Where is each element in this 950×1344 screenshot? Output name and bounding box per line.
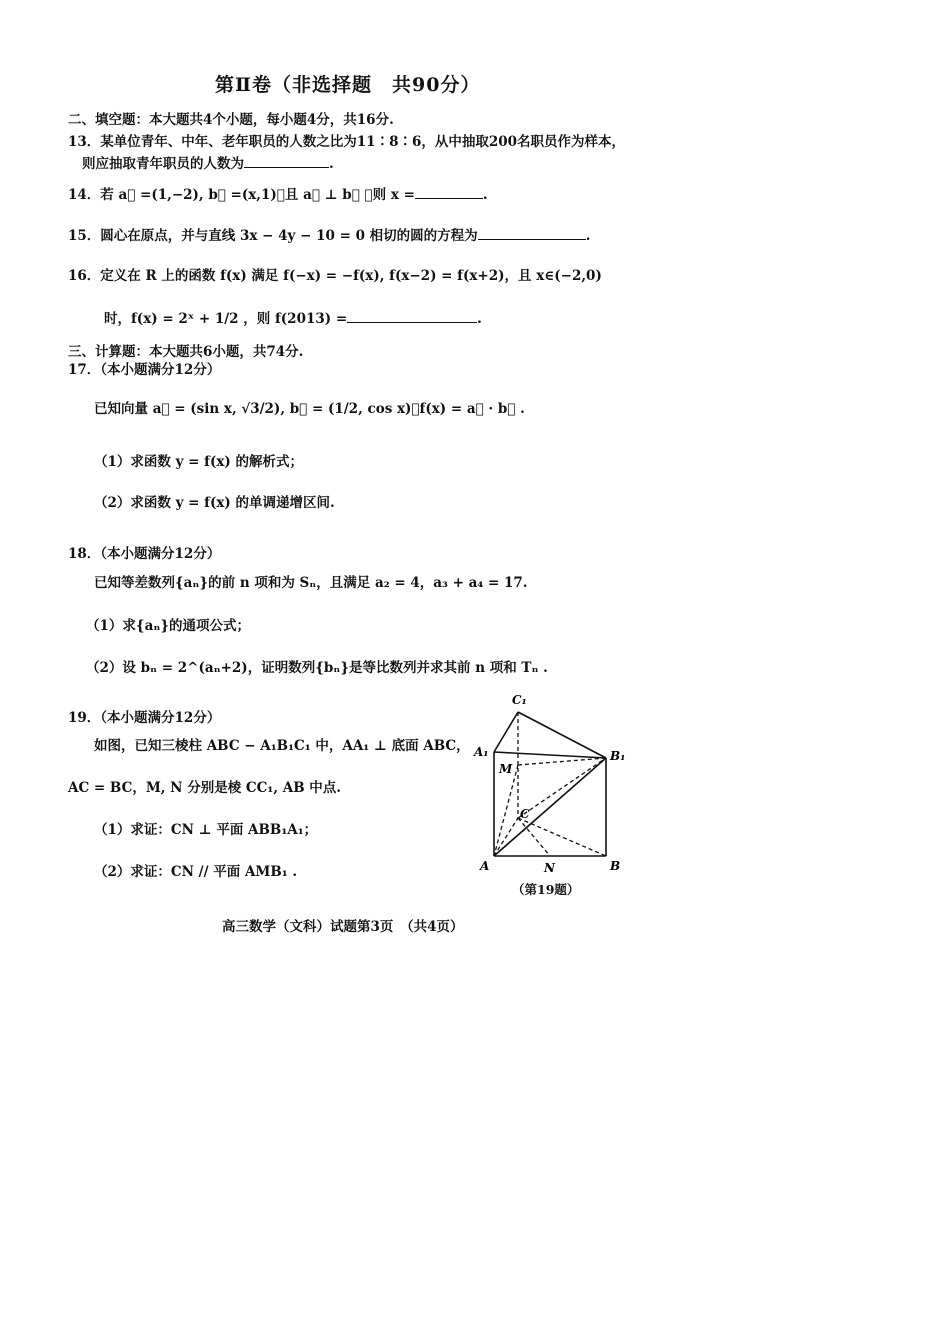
- edge-a1-b1: [494, 752, 606, 758]
- label-c1: C₁: [512, 693, 527, 707]
- question-17-part1: （1）求函数 y = f(x) 的解析式；: [94, 454, 303, 470]
- question-18-head: 18．（本小题满分12分）: [68, 546, 221, 562]
- label-a1: A₁: [474, 745, 489, 759]
- edge-m-a: [494, 765, 518, 856]
- question-18-part1: （1）求{aₙ}的通项公式；: [86, 618, 251, 634]
- label-n: N: [544, 861, 555, 875]
- answer-blank-14[interactable]: [415, 184, 483, 199]
- edge-c-n: [518, 818, 550, 856]
- edge-a-c: [494, 818, 518, 856]
- question-19-head: 19．（本小题满分12分）: [68, 710, 221, 726]
- section-fill-header: 二、填空题：本大题共4个小题，每小题4分，共16分.: [68, 112, 394, 128]
- question-13-line2: 则应抽取青年职员的人数为 .: [82, 152, 334, 172]
- question-19-given-line1: 如图，已知三棱柱 ABC − A₁B₁C₁ 中，AA₁ ⊥ 底面 ABC，: [94, 738, 470, 754]
- question-13-line1: 13．某单位青年、中年、老年职员的人数之比为11∶8∶6，从中抽取200名职员作为样本，: [68, 134, 626, 150]
- question-14-text: 14．若 a⃗ =(1,−2), b⃗ =(x,1)，且 a⃗ ⊥ b⃗ ，则 x =: [68, 187, 415, 203]
- question-16-line2: 时，f(x) = 2ˣ + 1/2 ，则 f(2013) = .: [104, 307, 482, 327]
- section-calc-header: 三、计算题：本大题共6小题，共74分.: [68, 344, 304, 360]
- answer-blank-16[interactable]: [347, 308, 477, 323]
- label-a: A: [480, 859, 490, 873]
- question-14: 14．若 a⃗ =(1,−2), b⃗ =(x,1)，且 a⃗ ⊥ b⃗ ，则 x = .: [68, 183, 488, 203]
- edge-c1-a1: [494, 712, 518, 752]
- answer-blank-13[interactable]: [244, 153, 329, 168]
- question-17-given: 已知向量 a⃗ = (sin x, √3/2), b⃗ = (1/2, cos x)，f(x) = a⃗ · b⃗ .: [94, 401, 525, 417]
- question-19-part2: （2）求证：CN // 平面 AMB₁ .: [94, 864, 298, 880]
- question-15-text: 15．圆心在原点，并与直线 3x − 4y − 10 = 0 相切的圆的方程为: [68, 228, 478, 244]
- page-footer: 高三数学（文科）试题第3页 （共4页）: [222, 919, 464, 935]
- page-title: 第Ⅱ卷（非选择题 共90分）: [215, 74, 481, 96]
- answer-blank-15[interactable]: [478, 225, 586, 240]
- label-b: B: [610, 859, 621, 873]
- edge-m-b1: [518, 758, 606, 765]
- edge-c-b: [518, 818, 606, 856]
- question-13-text: 则应抽取青年职员的人数为: [82, 156, 244, 172]
- question-16-text: 时，f(x) = 2ˣ + 1/2 ，则 f(2013) =: [104, 311, 348, 327]
- label-m: M: [499, 762, 513, 776]
- question-15: 15．圆心在原点，并与直线 3x − 4y − 10 = 0 相切的圆的方程为 .: [68, 224, 590, 244]
- question-18-given: 已知等差数列{aₙ}的前 n 项和为 Sₙ，且满足 a₂ = 4，a₃ + a₄ = 17.: [94, 575, 528, 591]
- edge-c-b1: [518, 758, 606, 818]
- prism-figure: [470, 690, 640, 890]
- figure-caption: （第19题）: [512, 882, 580, 897]
- label-c: C: [520, 807, 530, 821]
- question-16-line1: 16．定义在 R 上的函数 f(x) 满足 f(−x) = −f(x), f(x−2) = f(x+2)，且 x∈(−2,0): [68, 268, 602, 284]
- question-19-given-line2: AC = BC，M, N 分别是棱 CC₁, AB 中点.: [68, 780, 342, 796]
- label-b1: B₁: [610, 749, 626, 763]
- question-17-part2: （2）求函数 y = f(x) 的单调递增区间.: [94, 495, 335, 511]
- prism-diagram: [470, 690, 640, 890]
- edge-c1-b1: [518, 712, 606, 758]
- question-19-part1: （1）求证：CN ⊥ 平面 ABB₁A₁；: [94, 822, 318, 838]
- question-18-part2: （2）设 bₙ = 2^(aₙ+2)，证明数列{bₙ}是等比数列并求其前 n 项和 Tₙ .: [86, 660, 548, 676]
- question-17-head: 17．（本小题满分12分）: [68, 362, 221, 378]
